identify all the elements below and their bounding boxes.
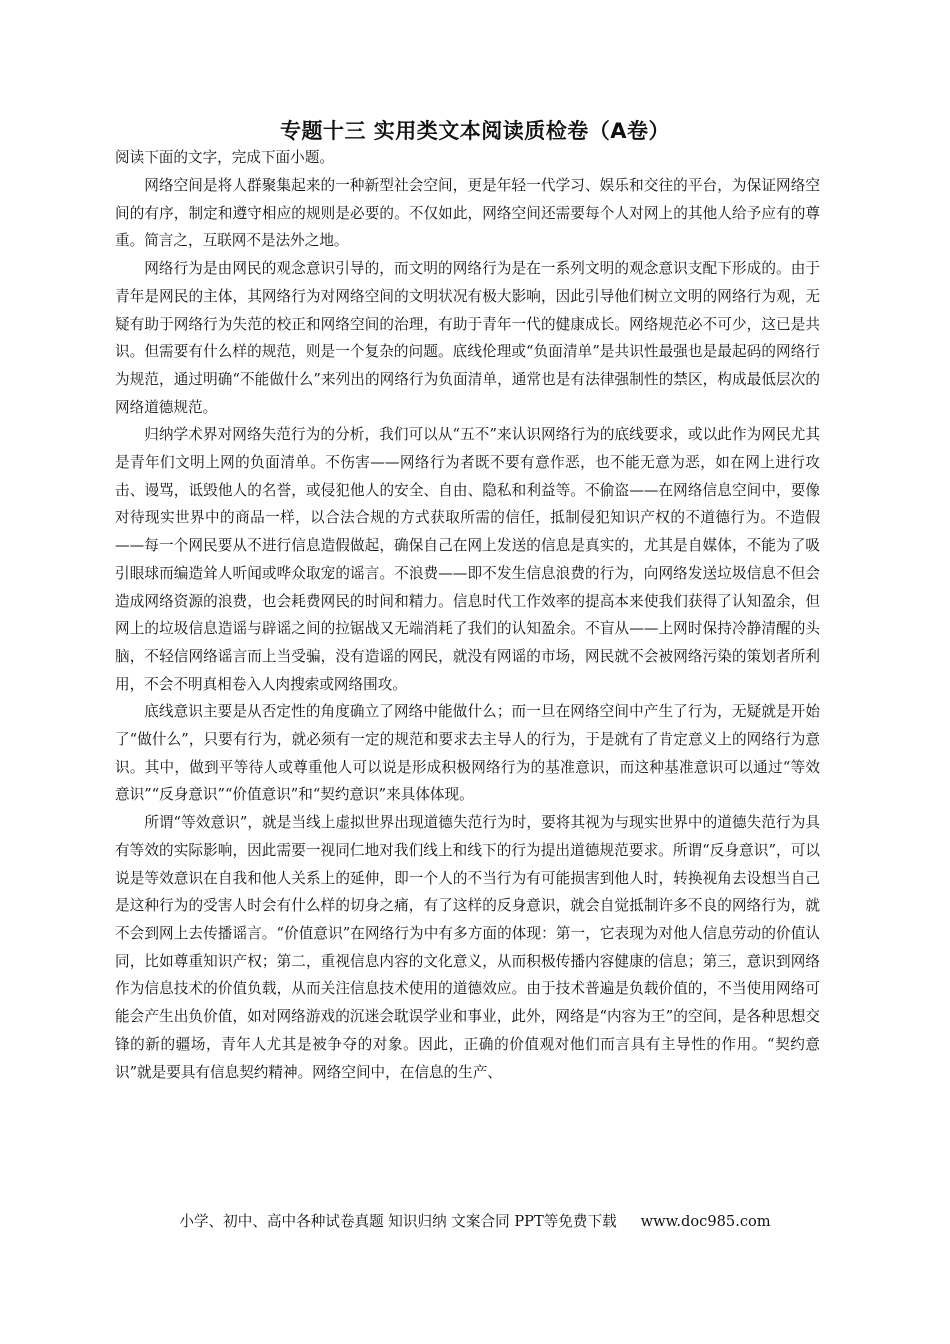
paragraph-2: 网络行为是由网民的观念意识引导的，而文明的网络行为是在一系列文明的观念意识支配下形成的。由于青年是网民的主体，其网络行为对网络空间的文明状况有极大影响，因此引导他们树立文明的网络行为观，无疑有助于网络行为失范的校正和网络空间的治理，有助于青年一代的健康成长。网络规范必不可少，这已是共识。但需要有什么样的规范，则是一个复杂的问题。底线伦理或“负面清单”是共识性最强也是最起码的网络行为规范，通过明确“不能做什么”来列出的网络行为负面清单，通常也是有法律强制性的禁区，构成最低层次的网络道德规范。 [115, 260, 820, 416]
footer-text: 小学、初中、高中各种试卷真题 知识归纳 文案合同 PPT等免费下载 [179, 1213, 617, 1230]
page-footer [0, 1208, 950, 1236]
page-title: 专题十三 实用类文本阅读质检卷（A卷） [279, 119, 671, 143]
document-body [115, 144, 820, 1086]
paragraph-5: 所谓“等效意识”，就是当线上虚拟世界出现道德失范行为时，要将其视为与现实世界中的道德失范行为具有等效的实际影响，因此需要一视同仁地对我们线上和线下的行为提出道德规范要求。所谓“反身意识”，可以说是等效意识在自我和他人关系上的延伸，即一个人的不当行为有可能损害到他人时，转换视角去设想当自己是这种行为的受害人时会有什么样的切身之痛，有了这样的反身意识，就会自觉抵制许多不良的网络行为，就不会到网上去传播谣言。“价值意识”在网络行为中有多方面的体现：第一，它表现为对他人信息劳动的价值认同，比如尊重知识产权；第二，重视信息内容的文化意义，从而积极传播内容健康的信息；第三，意识到网络作为信息技术的价值负载，从而关注信息技术使用的道德效应。由于技术普遍是负载价值的，不当使用网络可能会产生出负价值，如对网络游戏的沉迷会耽误学业和事业，此外，网络是“内容为王”的空间，是各种思想交锋的新的疆场，青年人尤其是被争夺的对象。因此，正确的价值观对他们而言具有主导性的作用。“契约意识”就是要具有信息契约精神。网络空间中，在信息的生产、 [115, 814, 820, 1081]
paragraph-4: 底线意识主要是从否定性的角度确立了网络中能做什么；而一旦在网络空间中产生了行为，无疑就是开始了“做什么”，只要有行为，就必须有一定的规范和要求去主导人的行为，于是就有了肯定意义上的网络行为意识。其中，做到平等待人或尊重他人可以说是形成积极网络行为的基准意识，而这种基准意识可以通过“等效意识”“反身意识”“价值意识”和“契约意识”来具体体现。 [115, 703, 820, 804]
instruction-text: 阅读下面的文字，完成下面小题。 [115, 149, 334, 166]
footer-site-link[interactable]: www.doc985.com [640, 1213, 771, 1230]
paragraph-1: 网络空间是将人群聚集起来的一种新型社会空间，更是年轻一代学习、娱乐和交往的平台，为保证网络空间的有序，制定和遵守相应的规则是必要的。不仅如此，网络空间还需要每个人对网上的其他人给予应有的尊重。简言之，互联网不是法外之地。 [115, 177, 820, 250]
paragraph-3: 归纳学术界对网络失范行为的分析，我们可以从“五不”来认识网络行为的底线要求，或以此作为网民尤其是青年们文明上网的负面清单。不伤害——网络行为者既不要有意作恶，也不能无意为恶，如在网上进行攻击、谩骂，诋毁他人的名誉，或侵犯他人的安全、自由、隐私和利益等。不偷盗——在网络信息空间中，要像对待现实世界中的商品一样，以合法合规的方式获取所需的信任，抵制侵犯知识产权的不道德行为。不造假——每一个网民要从不进行信息造假做起，确保自己在网上发送的信息是真实的，尤其是自媒体，不能为了吸引眼球而编造耸人听闻或哗众取宠的谣言。不浪费——即不发生信息浪费的行为，向网络发送垃圾信息不但会造成网络资源的浪费，也会耗费网民的时间和精力。信息时代工作效率的提高本来使我们获得了认知盈余，但网上的垃圾信息造谣与辟谣之间的拉锯战又无端消耗了我们的认知盈余。不盲从——上网时保持冷静清醒的头脑，不轻信网络谣言而上当受骗，没有造谣的网民，就没有网谣的市场，网民就不会被网络污染的策划者所利用，不会不明真相卷入人肉搜索或网络围攻。 [115, 426, 820, 693]
